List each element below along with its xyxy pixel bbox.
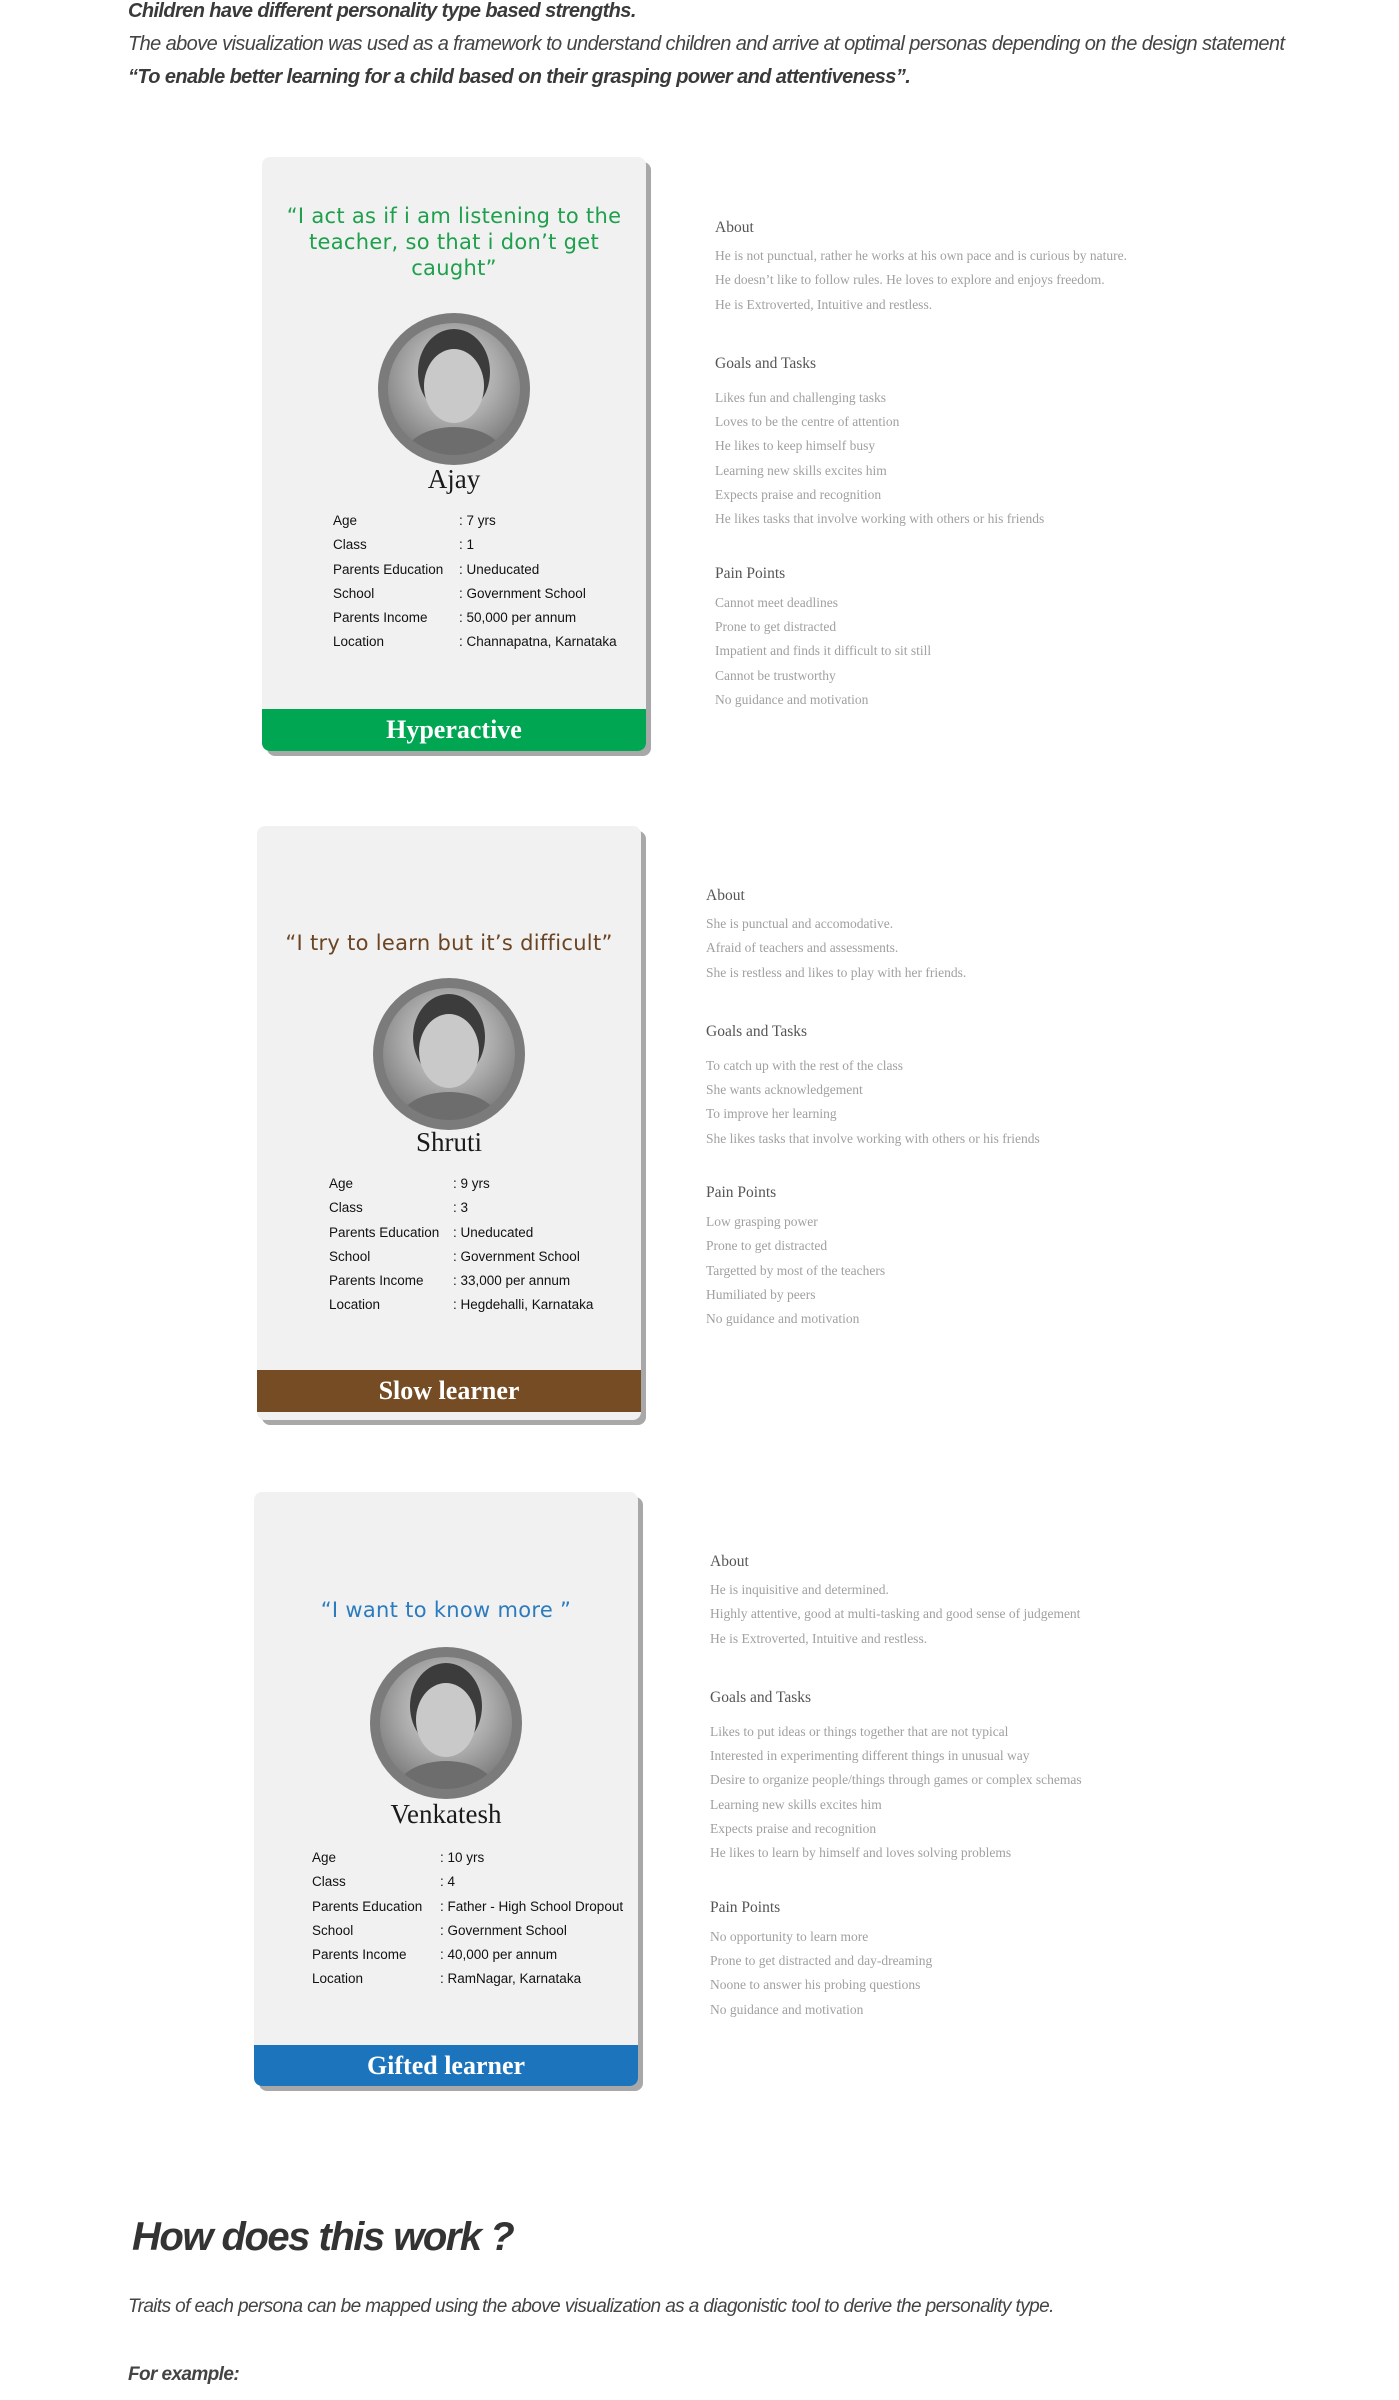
detail-value: : Channapatna, Karnataka [459, 634, 617, 650]
detail-value: : 3 [453, 1200, 469, 1216]
detail-label: Location [333, 634, 385, 650]
section-items [715, 386, 1127, 532]
detail-value: : 9 yrs [453, 1176, 490, 1191]
section-items [706, 912, 1040, 985]
detail-value: : Government School [459, 585, 586, 601]
list-item: He doesn’t like to follow rules. He loves to explore and enjoys freedom. [715, 272, 1105, 288]
detail-label: School [333, 585, 375, 601]
avatar [370, 1647, 522, 1799]
section-heading: About [710, 1553, 749, 1570]
photo-body [404, 427, 504, 455]
detail-label: Parents Income [329, 1273, 424, 1289]
detail-label: Parents Income [312, 1947, 407, 1963]
detail-label: Parents Income [333, 610, 428, 626]
avatar [373, 978, 525, 1130]
list-item: Humiliated by peers [706, 1286, 816, 1302]
section-items [706, 1210, 1040, 1331]
list-item: Prone to get distracted and day-dreaming [710, 1952, 933, 1968]
section-items [715, 244, 1127, 317]
avatar-photo [388, 323, 520, 455]
persona-type-badge: Hyperactive [262, 709, 646, 751]
list-item: Interested in experimenting different things in unusual way [710, 1748, 1030, 1764]
section-pain [710, 1896, 1082, 2022]
persona-card [257, 826, 641, 1420]
list-item: Likes to put ideas or things together that are not typical [710, 1723, 1009, 1739]
persona-type-badge: Gifted learner [254, 2045, 638, 2086]
detail-value: : Hegdehalli, Karnataka [453, 1297, 594, 1313]
list-item: To catch up with the rest of the class [706, 1057, 903, 1073]
persona-name: Shruti [415, 1127, 482, 1157]
list-item: He is inquisitive and determined. [710, 1582, 889, 1597]
detail-value: : Father - High School Dropout [440, 1898, 624, 1914]
persona-name: Ajay [427, 464, 481, 494]
list-item: No guidance and motivation [706, 1311, 860, 1327]
list-item: Highly attentive, good at multi-tasking and good sense of judgement [710, 1606, 1081, 1622]
list-item: Loves to be the centre of attention [715, 414, 900, 430]
photo-face [416, 1683, 476, 1757]
section-heading: Pain Points [706, 1184, 777, 1202]
section-heading: Goals and Tasks [706, 1022, 808, 1040]
photo-face [419, 1014, 479, 1088]
detail-label: Parents Education [333, 561, 444, 577]
persona-info [715, 216, 1127, 712]
detail-label: School [329, 1248, 371, 1264]
section-heading: Pain Points [715, 564, 786, 582]
section-text: Traits of each persona can be mapped using the above visualization as a diagonistic tool to derive the personality type. [128, 2296, 1054, 2317]
section-items [706, 1054, 1040, 1151]
persona-info [710, 1550, 1082, 2022]
photo-body [396, 1761, 496, 1789]
section-heading: Pain Points [710, 1898, 781, 1916]
list-item: Afraid of teachers and assessments. [706, 940, 899, 956]
list-item: Learning new skills excites him [715, 462, 887, 478]
detail-label: Age [329, 1176, 354, 1191]
list-item: Prone to get distracted [715, 618, 837, 634]
list-item: He likes to keep himself busy [715, 438, 876, 454]
list-item: Impatient and finds it difficult to sit still [715, 643, 932, 659]
list-item: Desire to organize people/things through games or complex schemas [710, 1772, 1082, 1788]
section-about [710, 1550, 1082, 1651]
detail-value: : Government School [453, 1248, 580, 1264]
detail-value: : Uneducated [453, 1224, 534, 1240]
detail-label: Class [333, 537, 367, 553]
section-pain [706, 1181, 1040, 1331]
section-goals [710, 1686, 1082, 1866]
list-item: He is not punctual, rather he works at his own pace and is curious by nature. [715, 248, 1128, 263]
avatar [378, 313, 530, 465]
list-item: Expects praise and recognition [715, 487, 882, 503]
persona-card [254, 1492, 638, 2086]
list-item: She likes tasks that involve working with others or his friends [706, 1130, 1040, 1146]
section-goals [706, 1020, 1040, 1151]
persona-info [706, 884, 1040, 1332]
section-items [710, 1578, 1082, 1651]
section-heading: About [706, 887, 745, 904]
list-item: Low grasping power [706, 1214, 818, 1230]
detail-value: : Uneducated [459, 561, 540, 577]
persona-type-badge: Slow learner [257, 1370, 641, 1412]
detail-value: : 33,000 per annum [453, 1273, 571, 1289]
persona-quote: “I try to learn but it’s difficult” [285, 931, 613, 955]
persona-card [262, 157, 646, 751]
section-heading: Goals and Tasks [710, 1688, 812, 1706]
persona-quote: “I act as if i am listening to the teacher, so that i don’t get caught” [286, 204, 622, 280]
intro-text: The above visualization was used as a framework to understand children and arrive at optimal personas depending on the design statement [128, 33, 1285, 55]
list-item: No opportunity to learn more [710, 1928, 869, 1944]
section-heading: Goals and Tasks [715, 354, 817, 372]
list-item: He likes to learn by himself and loves solving problems [710, 1845, 1012, 1861]
detail-value: : 40,000 per annum [440, 1947, 558, 1963]
list-item: She is punctual and accomodative. [706, 916, 894, 931]
detail-value: : Government School [440, 1922, 567, 1938]
list-item: Cannot meet deadlines [715, 594, 838, 610]
section-pain [715, 562, 1127, 712]
section-heading: How does this work ? [132, 2215, 514, 2259]
detail-value: : 10 yrs [440, 1850, 485, 1865]
list-item: Targetted by most of the teachers [706, 1262, 886, 1278]
section-heading: About [715, 219, 754, 236]
detail-label: Location [312, 1971, 364, 1987]
list-item: He likes tasks that involve working with others or his friends [715, 511, 1045, 527]
section-items [715, 591, 1127, 712]
list-item: He is Extroverted, Intuitive and restless. [715, 296, 933, 312]
persona-quote: “I want to know more ” [320, 1598, 572, 1622]
list-item: Prone to get distracted [706, 1238, 828, 1254]
list-item: Expects praise and recognition [710, 1821, 877, 1837]
detail-label: Age [312, 1850, 337, 1865]
detail-label: School [312, 1922, 354, 1938]
section-about [715, 216, 1127, 317]
section-items [710, 1925, 1082, 2022]
list-item: Likes fun and challenging tasks [715, 389, 886, 405]
photo-body [399, 1092, 499, 1120]
list-item: Noone to answer his probing questions [710, 1977, 921, 1993]
detail-label: Location [329, 1297, 381, 1313]
detail-value: : 4 [440, 1874, 456, 1890]
detail-value: : RamNagar, Karnataka [440, 1971, 582, 1987]
section-goals [715, 352, 1127, 532]
detail-value: : 1 [459, 537, 475, 553]
list-item: Cannot be trustworthy [715, 667, 836, 683]
list-item: To improve her learning [706, 1106, 837, 1122]
detail-label: Class [329, 1200, 363, 1216]
design-statement: “To enable better learning for a child based on their grasping power and attentiveness”. [128, 66, 911, 88]
detail-label: Parents Education [312, 1898, 423, 1914]
section-items [710, 1720, 1082, 1866]
detail-value: : 7 yrs [459, 513, 496, 528]
persona-name: Venkatesh [390, 1799, 502, 1829]
intro-heading: Children have different personality type based strengths. [128, 0, 636, 22]
avatar-photo [380, 1657, 512, 1789]
list-item: No guidance and motivation [710, 2001, 864, 2017]
photo-face [424, 349, 484, 423]
detail-label: Class [312, 1874, 346, 1890]
avatar-photo [383, 988, 515, 1120]
detail-value: : 50,000 per annum [459, 610, 577, 626]
list-item: No guidance and motivation [715, 691, 869, 707]
list-item: She is restless and likes to play with her friends. [706, 964, 967, 980]
list-item: Learning new skills excites him [710, 1796, 882, 1812]
section-about [706, 884, 1040, 985]
detail-label: Parents Education [329, 1224, 440, 1240]
detail-label: Age [333, 513, 358, 528]
list-item: He is Extroverted, Intuitive and restless. [710, 1630, 928, 1646]
list-item: She wants acknowledgement [706, 1082, 863, 1098]
example-label: For example: [128, 2364, 240, 2385]
